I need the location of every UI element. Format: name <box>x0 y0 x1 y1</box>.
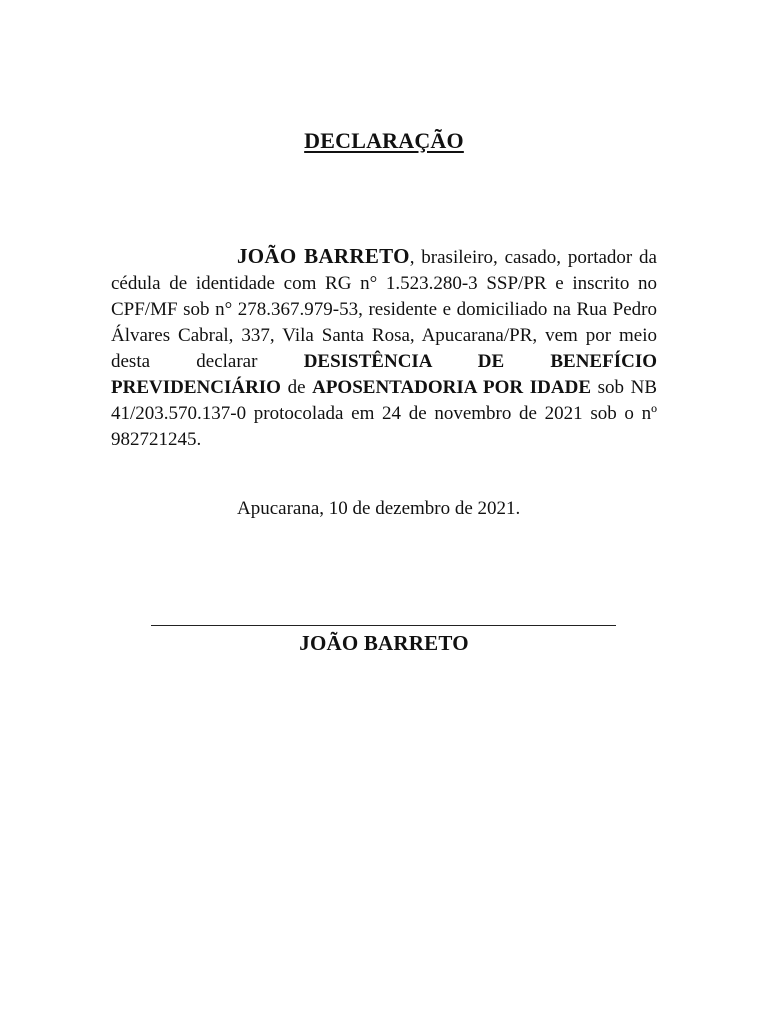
paragraph-text-3: sob NB 41/203.570.137-0 protocolada em 24 de novembro de 2021 sob o nº 982721245. <box>111 377 657 450</box>
signature-line <box>151 625 616 626</box>
declaration-paragraph <box>111 243 657 453</box>
bold-benefit-type: APOSENTADORIA POR IDADE <box>312 377 591 398</box>
signature-name: JOÃO BARRETO <box>299 631 469 655</box>
bold-benefit-withdrawal: DESISTÊNCIA DE BENEFÍCIO PREVIDENCIÁRIO <box>111 351 657 398</box>
paragraph-text-1: , brasileiro, casado, portador da cédula de identidade com RG n° 1.523.280-3 SSP/PR e inscrito no CPF/MF sob n° 278.367.979-53, residente e domiciliado na Rua Pedro Álvares Cabral, 337, Vila Santa Rosa, Apucarana/PR, vem por meio desta declarar <box>111 247 657 372</box>
place-and-date: Apucarana, 10 de dezembro de 2021. <box>237 498 521 519</box>
document-title: DECLARAÇÃO <box>304 128 464 153</box>
declarant-name: JOÃO BARRETO <box>237 244 410 268</box>
paragraph-text-2: de <box>280 377 313 398</box>
